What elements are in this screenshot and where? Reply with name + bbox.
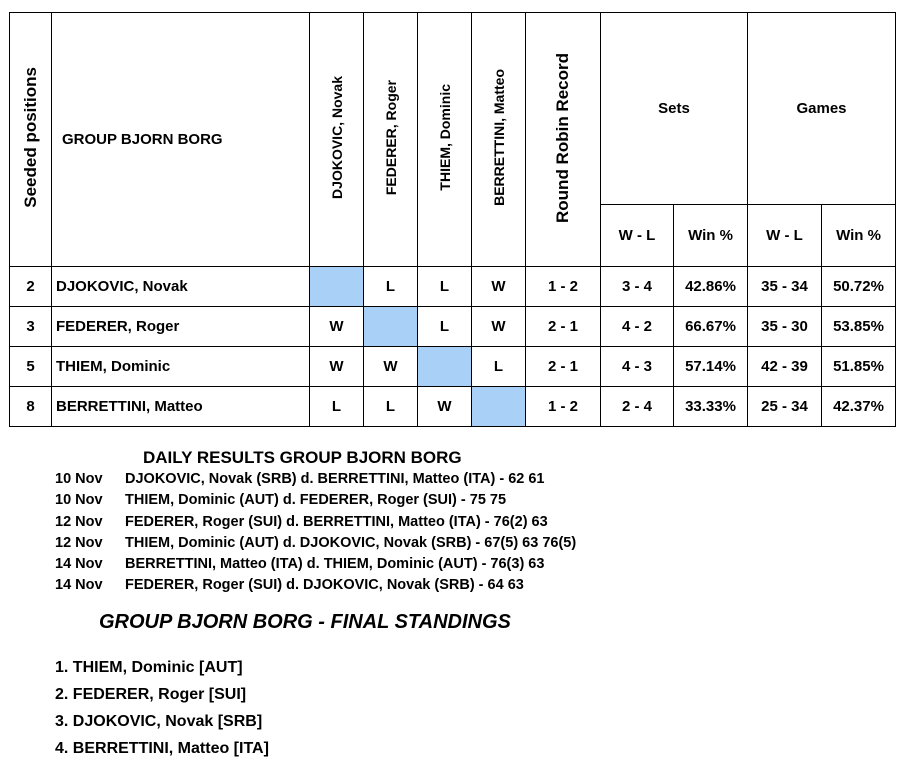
player-column-header xyxy=(310,13,364,267)
games-wl-header: W - L xyxy=(748,205,822,267)
result-text: FEDERER, Roger (SUI) d. DJOKOVIC, Novak (SRB) - 64 63 xyxy=(125,577,524,594)
blank-cell xyxy=(472,387,526,427)
sets-pct-cell: 57.14% xyxy=(674,347,748,387)
games-winpct-header: Win % xyxy=(822,205,896,267)
result-text: THIEM, Dominic (AUT) d. FEDERER, Roger (SUI) - 75 75 xyxy=(125,492,507,509)
final-standings xyxy=(55,654,269,762)
group-title: GROUP BJORN BORG xyxy=(52,13,310,267)
games-pct-cell: 50.72% xyxy=(822,267,896,307)
sets-pct-cell: 33.33% xyxy=(674,387,748,427)
seeded-positions-label: Seeded positions xyxy=(20,67,40,208)
result-cell: L xyxy=(364,387,418,427)
list-item xyxy=(55,512,576,533)
list-item: 3. DJOKOVIC, Novak [SRB] xyxy=(55,713,263,730)
sets-wl-cell: 2 - 4 xyxy=(601,387,674,427)
games-header: Games xyxy=(748,13,896,205)
list-item xyxy=(55,533,576,554)
result-text: FEDERER, Roger (SUI) d. BERRETTINI, Matteo (ITA) - 76(2) 63 xyxy=(125,513,548,530)
blank-cell xyxy=(364,307,418,347)
list-item xyxy=(55,469,576,490)
result-cell: W xyxy=(310,307,364,347)
result-cell: L xyxy=(364,267,418,307)
games-wl-cell: 25 - 34 xyxy=(748,387,822,427)
result-cell: W xyxy=(418,387,472,427)
player-column-header xyxy=(364,13,418,267)
player-column-label: DJOKOVIC, Novak xyxy=(328,76,345,199)
result-date: 14 Nov xyxy=(55,577,103,594)
seed-cell: 2 xyxy=(10,267,52,307)
daily-results xyxy=(55,447,576,596)
sets-header: Sets xyxy=(601,13,748,205)
seed-cell: 3 xyxy=(10,307,52,347)
games-pct-cell: 53.85% xyxy=(822,307,896,347)
sets-winpct-header: Win % xyxy=(674,205,748,267)
result-cell: L xyxy=(310,387,364,427)
games-wl-cell: 35 - 30 xyxy=(748,307,822,347)
player-column-label: THIEM, Dominic xyxy=(436,84,453,191)
sets-wl-cell: 4 - 2 xyxy=(601,307,674,347)
sets-wl-cell: 3 - 4 xyxy=(601,267,674,307)
table-row xyxy=(10,267,896,307)
final-standings-title: GROUP BJORN BORG - FINAL STANDINGS xyxy=(99,611,511,633)
seed-cell: 5 xyxy=(10,347,52,387)
daily-results-title: DAILY RESULTS GROUP BJORN BORG xyxy=(143,448,462,467)
result-text: BERRETTINI, Matteo (ITA) d. THIEM, Dominic (AUT) - 76(3) 63 xyxy=(125,556,545,573)
result-cell: W xyxy=(472,307,526,347)
result-cell: L xyxy=(472,347,526,387)
record-header-label: Round Robin Record xyxy=(553,52,572,223)
list-item: 2. FEDERER, Roger [SUI] xyxy=(55,686,247,703)
player-column-header xyxy=(472,13,526,267)
player-column-label: BERRETTINI, Matteo xyxy=(490,69,507,206)
blank-cell xyxy=(310,267,364,307)
result-text: DJOKOVIC, Novak (SRB) d. BERRETTINI, Matteo (ITA) - 62 61 xyxy=(125,471,545,488)
player-name-cell: THIEM, Dominic xyxy=(52,347,310,387)
player-name-cell: DJOKOVIC, Novak xyxy=(52,267,310,307)
games-pct-cell: 42.37% xyxy=(822,387,896,427)
player-column-header xyxy=(418,13,472,267)
record-cell: 1 - 2 xyxy=(526,267,601,307)
table-row xyxy=(10,387,896,427)
player-name-cell: BERRETTINI, Matteo xyxy=(52,387,310,427)
result-date: 10 Nov xyxy=(55,492,103,509)
games-pct-cell: 51.85% xyxy=(822,347,896,387)
table-row xyxy=(10,347,896,387)
list-item: 4. BERRETTINI, Matteo [ITA] xyxy=(55,740,269,757)
sets-wl-cell: 4 - 3 xyxy=(601,347,674,387)
result-date: 14 Nov xyxy=(55,556,103,573)
list-item xyxy=(55,554,576,575)
player-name-cell: FEDERER, Roger xyxy=(52,307,310,347)
record-cell: 2 - 1 xyxy=(526,347,601,387)
sets-wl-header: W - L xyxy=(601,205,674,267)
table-row xyxy=(10,307,896,347)
record-cell: 1 - 2 xyxy=(526,387,601,427)
result-date: 12 Nov xyxy=(55,534,103,551)
player-column-label: FEDERER, Roger xyxy=(382,79,399,196)
list-item xyxy=(55,490,576,511)
result-cell: W xyxy=(364,347,418,387)
seeded-positions-header xyxy=(10,13,52,267)
result-cell: L xyxy=(418,307,472,347)
list-item: 1. THIEM, Dominic [AUT] xyxy=(55,659,243,676)
list-item xyxy=(55,575,576,596)
round-robin-table xyxy=(9,12,896,427)
record-cell: 2 - 1 xyxy=(526,307,601,347)
result-cell: W xyxy=(310,347,364,387)
result-text: THIEM, Dominic (AUT) d. DJOKOVIC, Novak (SRB) - 67(5) 63 76(5) xyxy=(125,534,577,551)
result-date: 12 Nov xyxy=(55,513,103,530)
seed-cell: 8 xyxy=(10,387,52,427)
blank-cell xyxy=(418,347,472,387)
result-date: 10 Nov xyxy=(55,471,103,488)
result-cell: L xyxy=(418,267,472,307)
sets-pct-cell: 42.86% xyxy=(674,267,748,307)
result-cell: W xyxy=(472,267,526,307)
record-header xyxy=(526,13,601,267)
sets-pct-cell: 66.67% xyxy=(674,307,748,347)
games-wl-cell: 35 - 34 xyxy=(748,267,822,307)
games-wl-cell: 42 - 39 xyxy=(748,347,822,387)
